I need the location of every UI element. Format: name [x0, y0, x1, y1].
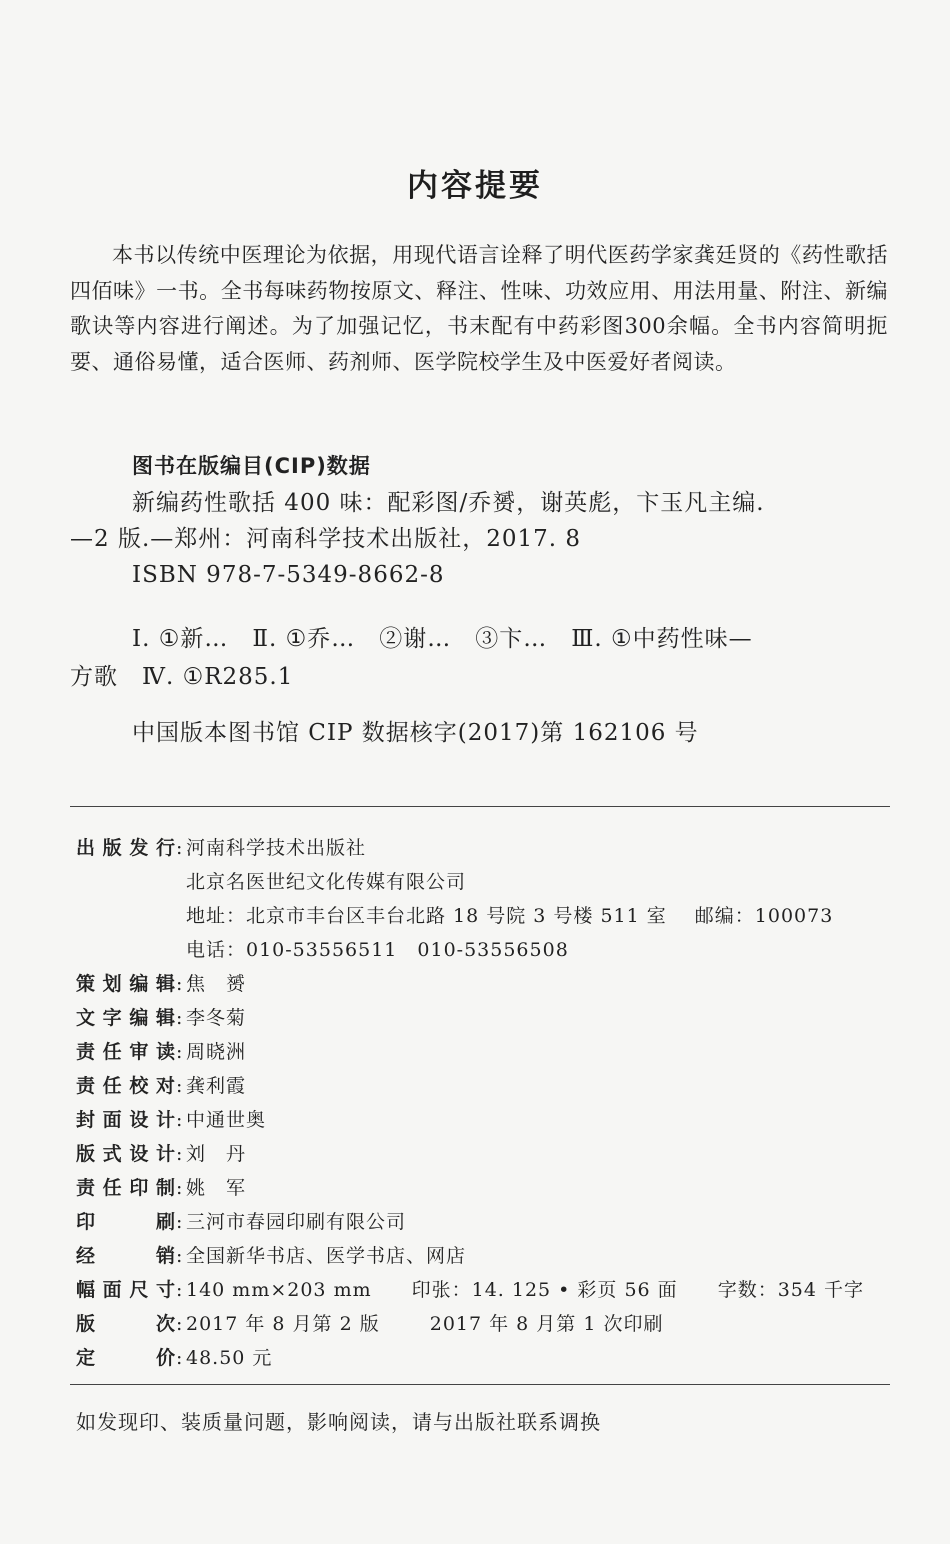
credit-value: 三河市春园印刷有限公司 [186, 1211, 407, 1233]
divider-bottom [70, 1384, 890, 1385]
publisher-address: 地址：北京市丰台区丰台北路 18 号院 3 号楼 511 室 [186, 905, 667, 927]
credit-row: 责任校对: 龚利霞 [76, 1069, 896, 1103]
cip-isbn: ISBN 978-7-5349-8662-8 [132, 562, 445, 588]
sheets-value: 印张：14. 125 • 彩页 56 面 [411, 1279, 678, 1301]
credit-value: 全国新华书店、医学书店、网店 [186, 1245, 467, 1267]
credit-row: 责任审读: 周晓洲 [76, 1035, 896, 1069]
credit-value: 姚 军 [186, 1177, 247, 1199]
co-publisher-row [76, 865, 896, 899]
credit-label: 责任校对 [76, 1075, 176, 1097]
credit-row: 责任印制: 姚 军 [76, 1171, 896, 1205]
publisher-postcode: 邮编：100073 [694, 905, 834, 927]
cip-heading: 图书在版编目(CIP)数据 [132, 454, 371, 478]
size-value: 140 mm×203 mm [186, 1279, 372, 1301]
publisher-label: 出版发行 [76, 837, 176, 859]
cip-classification [70, 620, 888, 696]
price-value: 48.50 元 [186, 1347, 273, 1369]
credit-value: 龚利霞 [186, 1075, 247, 1097]
cip-title-line: 新编药性歌括 400 味：配彩图/乔赟，谢英彪，卞玉凡主编. [132, 490, 765, 516]
divider-top [70, 806, 890, 807]
credit-value: 焦 赟 [186, 973, 247, 995]
credit-row: 文字编辑: 李冬菊 [76, 1001, 896, 1035]
credit-label: 印刷 [76, 1211, 176, 1233]
quality-notice: 如发现印、装质量问题，影响阅读，请与出版社联系调换 [76, 1410, 601, 1434]
credit-value: 中通世奥 [186, 1109, 267, 1131]
address-row [76, 899, 896, 933]
credit-row: 版式设计: 刘 丹 [76, 1137, 896, 1171]
credit-value: 周晓洲 [186, 1041, 247, 1063]
summary-text [70, 238, 888, 380]
credit-label: 文字编辑 [76, 1007, 176, 1029]
publisher-phone: 电话：010-53556511 010-53556508 [186, 939, 569, 961]
size-label: 幅面尺寸 [76, 1279, 176, 1301]
cip-record [70, 485, 888, 593]
cip-class-line-2: 方歌 Ⅳ. ①R285.1 [70, 664, 294, 690]
credit-row: 经销: 全国新华书店、医学书店、网店 [76, 1239, 896, 1273]
phone-row [76, 933, 896, 967]
page-title: 内容提要 [407, 168, 543, 204]
publication-info [76, 831, 896, 1375]
credit-value: 刘 丹 [186, 1143, 247, 1165]
credit-label: 责任审读 [76, 1041, 176, 1063]
edition-value: 2017 年 8 月第 2 版 [186, 1313, 380, 1335]
credit-row: 封面设计: 中通世奥 [76, 1103, 896, 1137]
credit-label: 策划编辑 [76, 973, 176, 995]
cip-class-line-1: Ⅰ. ①新… Ⅱ. ①乔… ②谢… ③卞… Ⅲ. ①中药性味— [132, 626, 753, 652]
credit-label: 责任印制 [76, 1177, 176, 1199]
cip-edition-line: —2 版.—郑州：河南科学技术出版社，2017. 8 [70, 526, 582, 552]
credit-label: 经销 [76, 1245, 176, 1267]
edition-row: 版次: 2017 年 8 月第 2 版 2017 年 8 月第 1 次印刷 [76, 1307, 896, 1341]
publisher-row: 出版发行: 河南科学技术出版社 [76, 831, 896, 865]
cip-approval-number: 中国版本图书馆 CIP 数据核字(2017)第 162106 号 [132, 720, 699, 746]
summary-paragraph: 本书以传统中医理论为依据，用现代语言诠释了明代医药学家龚廷贤的《药性歌括四佰味》一书。全书每味药物按原文、释注、性味、功效应用、用法用量、附注、新编歌诀等内容进行阐述。为了加强记忆，书末配有中药彩图300余幅。全书内容简明扼要、通俗易懂，适合医师、药剂师、医学院校学生及中医爱好者阅读。 [70, 243, 888, 374]
credit-row: 策划编辑: 焦 赟 [76, 967, 896, 1001]
co-publisher-name: 北京名医世纪文化传媒有限公司 [186, 871, 467, 893]
credit-row: 印刷: 三河市春园印刷有限公司 [76, 1205, 896, 1239]
format-row: 幅面尺寸: 140 mm×203 mm 印张：14. 125 • 彩页 56 面 字数：354 千字 [76, 1273, 896, 1307]
word-count: 字数：354 千字 [717, 1279, 864, 1301]
publisher-name: 河南科学技术出版社 [186, 837, 367, 859]
price-label: 定价 [76, 1347, 176, 1369]
printing-value: 2017 年 8 月第 1 次印刷 [429, 1313, 664, 1335]
credit-label: 封面设计 [76, 1109, 176, 1131]
price-row: 定价: 48.50 元 [76, 1341, 896, 1375]
credit-value: 李冬菊 [186, 1007, 247, 1029]
edition-label: 版次 [76, 1313, 176, 1335]
credit-label: 版式设计 [76, 1143, 176, 1165]
